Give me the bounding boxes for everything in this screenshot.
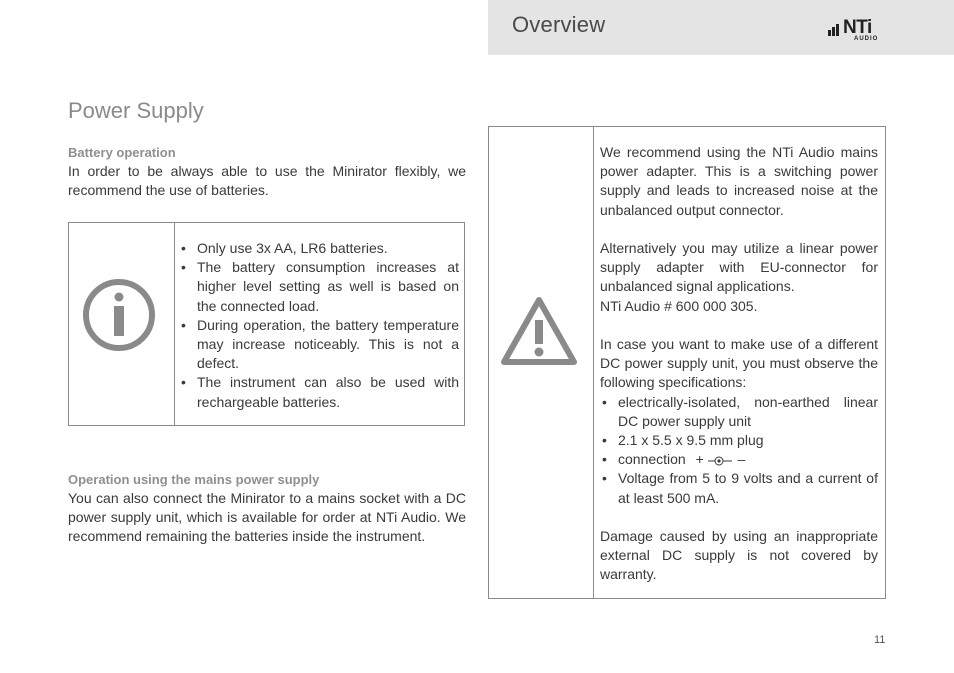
- warning-text-column: [600, 143, 878, 585]
- list-item: • During operation, the battery temperature may increase noticeably. This is not a defect.: [179, 316, 459, 374]
- note-divider: [593, 127, 594, 598]
- info-icon: [81, 277, 157, 353]
- warning-paragraph-4: Damage caused by using an inappropriate external DC supply is not covered by warranty.: [600, 528, 878, 583]
- battery-heading: Battery operation: [68, 145, 176, 160]
- battery-note-box: [68, 222, 465, 426]
- list-item: [600, 450, 878, 469]
- warning-note-box: [488, 126, 886, 599]
- list-item: • Only use 3x AA, LR6 batteries.: [179, 239, 459, 258]
- polarity-minus: –: [737, 451, 746, 468]
- warning-paragraph-2: Alternatively you may utilize a linear power supply adapter with EU-connector for unbalanced signal applications.: [600, 240, 878, 295]
- warning-paragraph-1: We recommend using the NTi Audio mains power adapter. This is a switching power supply and leads to increased noise at the unbalanced output connector.: [600, 144, 878, 218]
- page-heading: Power Supply: [68, 98, 204, 123]
- list-item: • The battery consumption increases at higher level setting as well is based on the connected load.: [179, 258, 459, 316]
- logo-wordmark: NTi: [843, 17, 872, 38]
- list-item: • 2.1 x 5.5 x 9.5 mm plug: [600, 431, 878, 450]
- specs-list: [600, 393, 878, 508]
- polarity-plus: +: [695, 451, 704, 468]
- logo-bars-icon: [828, 22, 844, 36]
- list-item: • The instrument can also be used with rechargeable batteries.: [179, 373, 459, 411]
- connection-label: connection: [618, 451, 686, 468]
- nti-audio-logo: [828, 18, 888, 44]
- order-number: NTi Audio # 600 000 305.: [600, 297, 758, 314]
- battery-notes-list: [179, 239, 459, 412]
- battery-text: In order to be always able to use the Minirator flexibly, we recommend the use of batteries.: [68, 163, 466, 199]
- warning-paragraph-3: In case you want to make use of a different DC power supply unit, you must observe the following specifications:: [600, 336, 878, 391]
- mains-heading: Operation using the mains power supply: [68, 472, 320, 487]
- note-divider: [174, 223, 175, 425]
- page-number: 11: [874, 634, 886, 646]
- logo-subtext: AUDIO: [854, 36, 879, 42]
- section-title: Overview: [512, 12, 606, 37]
- list-item: • Voltage from 5 to 9 volts and a current of at least 500 mA.: [600, 469, 878, 507]
- warning-icon: [499, 295, 579, 367]
- polarity-connector-icon: [708, 456, 734, 466]
- list-item: • electrically-isolated, non-earthed linear DC power supply unit: [600, 393, 878, 431]
- mains-text: You can also connect the Minirator to a mains socket with a DC power supply unit, which is available for order at NTi Audio. We recommend remaining the batteries inside the instrument.: [68, 490, 466, 545]
